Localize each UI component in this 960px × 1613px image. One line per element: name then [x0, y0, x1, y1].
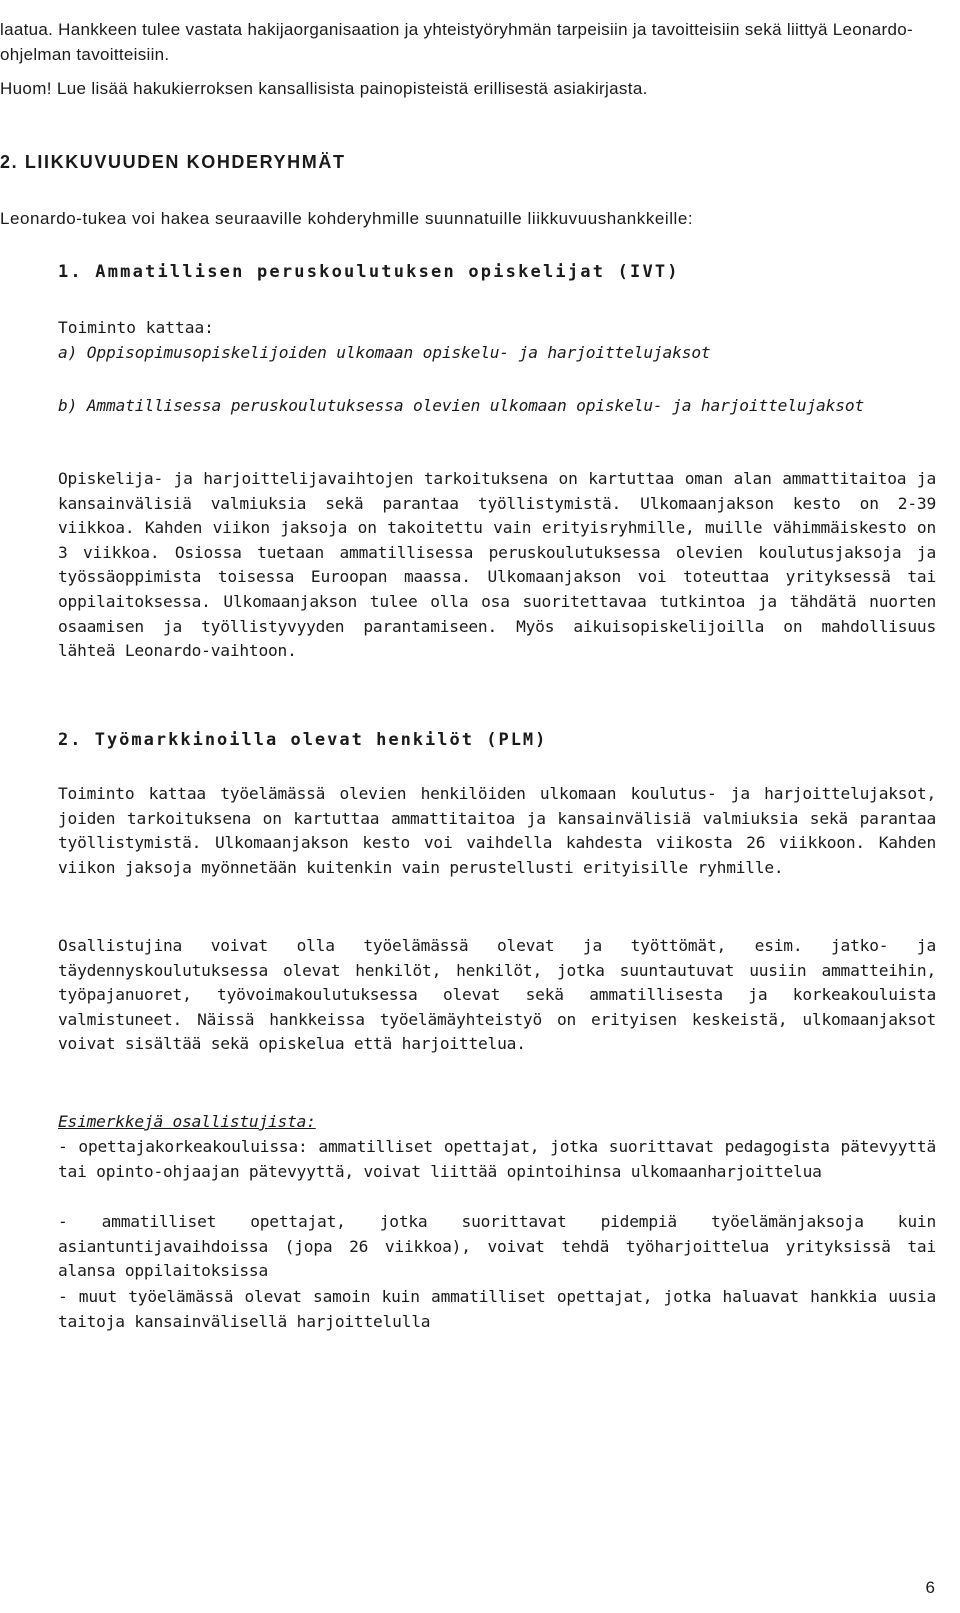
example-item-1: - opettajakorkeakouluissa: ammatilliset opettajat, jotka suorittavat pedagogista pätevyyttä tai opinto-ohjaajan pätevyyttä, voivat liittää opintoihinsa ulkomaanharjoittelua	[58, 1137, 936, 1181]
note-text: Huom! Lue lisää hakukierroksen kansallisista painopisteistä erillisestä asiakirjasta.	[0, 79, 648, 98]
group2-heading: 2. Työmarkkinoilla olevat henkilöt (PLM)	[58, 730, 548, 750]
group1-heading: 1. Ammatillisen peruskoulutuksen opiskelijat (IVT)	[58, 262, 680, 282]
group1-item-b: b) Ammatillisessa peruskoulutuksessa olevien ulkomaan opiskelu- ja harjoittelujaksot	[58, 396, 865, 415]
example-item-3: - muut työelämässä olevat samoin kuin ammatilliset opettajat, jotka haluavat hankkia uusia taitoja kansainvälisellä harjoittelulla	[58, 1287, 936, 1331]
group1-item-a: a) Oppisopimusopiskelijoiden ulkomaan opiskelu- ja harjoittelujaksot	[58, 343, 711, 362]
group1-covers-label: Toiminto kattaa:	[58, 318, 214, 337]
group1-description: Opiskelija- ja harjoittelijavaihtojen tarkoituksena on kartuttaa oman alan ammattitaitoa ja kansainvälisiä valmiuksia sekä parantaa työllistymistä. Ulkomaanjakson kesto on 2-39 viikkoa. Kahden viikon jaksoja on takoitettu vain erityisryhmille, muille vähimmäiskesto on 3 viikkoa. Osiossa tuetaan ammatillisessa peruskoulutuksessa olevien koulutusjaksoja ja työssäoppimista toisessa Euroopan maassa. Ulkomaanjakson voi toteuttaa yrityksessä tai oppilaitoksessa. Ulkomaanjakson tulee olla osa suoritettavaa tutkintoa ja tähdätä nuorten osaamisen ja työllistyvyyden parantamiseen. Myös aikuisopiskelijoilla on mahdollisuus lähteä Leonardo-vaihtoon.	[58, 469, 936, 661]
example-item-2: - ammatilliset opettajat, jotka suorittavat pidempiä työelämänjaksoja kuin asiantuntijavaihdoissa (jopa 26 viikkoa), voivat tehdä työharjoittelua yrityksissä tai alansa oppilaitoksissa	[58, 1212, 936, 1281]
section-heading: 2. LIIKKUVUUDEN KOHDERYHMÄT	[0, 152, 346, 172]
examples-heading: Esimerkkejä osallistujista:	[58, 1112, 316, 1131]
page-number: 6	[925, 1578, 935, 1597]
group2-paragraph-1: Toiminto kattaa työelämässä olevien henkilöiden ulkomaan koulutus- ja harjoittelujaksot, joiden tarkoituksena on kartuttaa ammattitaitoa ja kansainvälisiä valmiuksia sekä parantaa työllistymistä. Ulkomaanjakson kesto voi vaihdella kahdesta viikosta 26 viikkoon. Kahden viikon jaksoja myönnetään kuitenkin vain perustellusti erityisille ryhmille.	[58, 784, 936, 877]
section-intro: Leonardo-tukea voi hakea seuraaville kohderyhmille suunnatuille liikkuvuushankkeille:	[0, 209, 694, 228]
group2-paragraph-2: Osallistujina voivat olla työelämässä olevat ja työttömät, esim. jatko- ja täydennyskoulutuksessa olevat henkilöt, henkilöt, jotka suuntautuvat uusiin ammatteihin, työpajanuoret, työvoimakoulutuksessa olevat sekä ammatillisesta ja korkeakouluista valmistuneet. Näissä hankkeissa työelämäyhteistyö on erityisen keskeistä, ulkomaanjaksot voivat sisältää sekä opiskelua että harjoittelua.	[58, 936, 936, 1054]
continued-paragraph: laatua. Hankkeen tulee vastata hakijaorganisaation ja yhteistyöryhmän tarpeisiin ja tavoitteisiin sekä liittyä Leonardo-ohjelman tavoitteisiin.	[0, 20, 913, 64]
